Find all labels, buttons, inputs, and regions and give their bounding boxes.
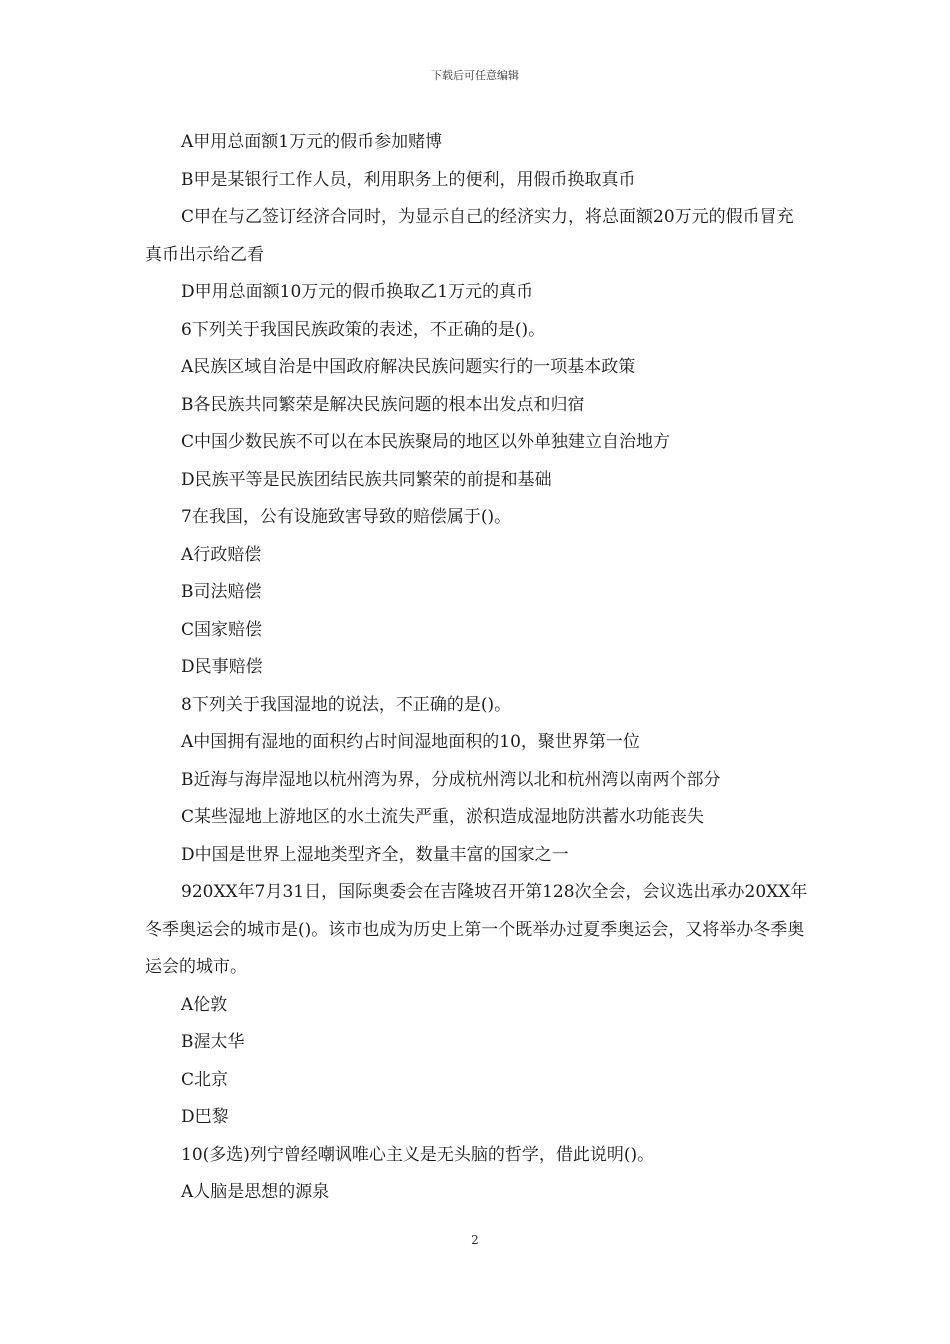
- question-6-option-d: D民族平等是民族团结民族共同繁荣的前提和基础: [181, 469, 552, 490]
- page-number: 2: [471, 1233, 479, 1247]
- question-8: 8下列关于我国湿地的说法，不正确的是()。: [181, 694, 512, 715]
- question-7-option-a: A行政赔偿: [181, 544, 262, 565]
- question-7-option-d: D民事赔偿: [181, 657, 263, 677]
- question-6: 6下列关于我国民族政策的表述，不正确的是()。: [181, 319, 546, 340]
- question-6-option-a: A民族区域自治是中国政府解决民族问题实行的一项基本政策: [181, 357, 636, 377]
- question-8-option-b: B近海与海岸湿地以杭州湾为界，分成杭州湾以北和杭州湾以南两个部分: [181, 769, 721, 790]
- question-8-option-d: D中国是世界上湿地类型齐全，数量丰富的国家之一: [181, 844, 569, 865]
- question-10: 10(多选)列宁曾经嘲讽唯心主义是无头脑的哲学，借此说明()。: [181, 1144, 655, 1165]
- question-9: 920XX年7月31日，国际奥委会在吉隆坡召开第128次全会，会议选出承办20XX年冬季奥运会的城市是()。该市也成为历史上第一个既举办过夏季奥运会，又将举办冬季奥运会的城市。: [145, 882, 808, 977]
- question-6-option-b: B各民族共同繁荣是解决民族问题的根本出发点和归宿: [181, 394, 585, 415]
- option-b-bank-employee: B甲是某银行工作人员，利用职务上的便利，用假币换取真币: [181, 169, 636, 190]
- page-header: 下载后可任意编辑: [431, 69, 519, 82]
- question-9-option-a: A伦敦: [181, 994, 228, 1015]
- document-body: [145, 124, 810, 1212]
- question-7: 7在我国，公有设施致害导致的赔偿属于()。: [181, 507, 512, 527]
- question-9-option-d: D巴黎: [181, 1107, 229, 1127]
- option-d-exchange: D甲用总面额10万元的假币换取乙1万元的真币: [181, 282, 534, 302]
- question-10-option-a: A人脑是思想的源泉: [181, 1182, 330, 1202]
- question-9-option-c: C北京: [181, 1069, 229, 1090]
- option-a-gambling: A甲用总面额1万元的假币参加赌博: [181, 132, 443, 152]
- question-6-option-c: C中国少数民族不可以在本民族聚局的地区以外单独建立自治地方: [181, 432, 671, 452]
- question-9-option-b: B渥太华: [181, 1032, 245, 1052]
- question-7-option-b: B司法赔偿: [181, 582, 262, 602]
- question-8-option-c: C某些湿地上游地区的水土流失严重，淤积造成湿地防洪蓄水功能丧失: [181, 807, 705, 827]
- question-8-option-a: A中国拥有湿地的面积约占时间湿地面积的10，聚世界第一位: [181, 732, 640, 752]
- question-7-option-c: C国家赔偿: [181, 619, 263, 640]
- option-c-economic-contract: C甲在与乙签订经济合同时，为显示自己的经济实力，将总面额20万元的假币冒充真币出示给乙看: [145, 207, 794, 265]
